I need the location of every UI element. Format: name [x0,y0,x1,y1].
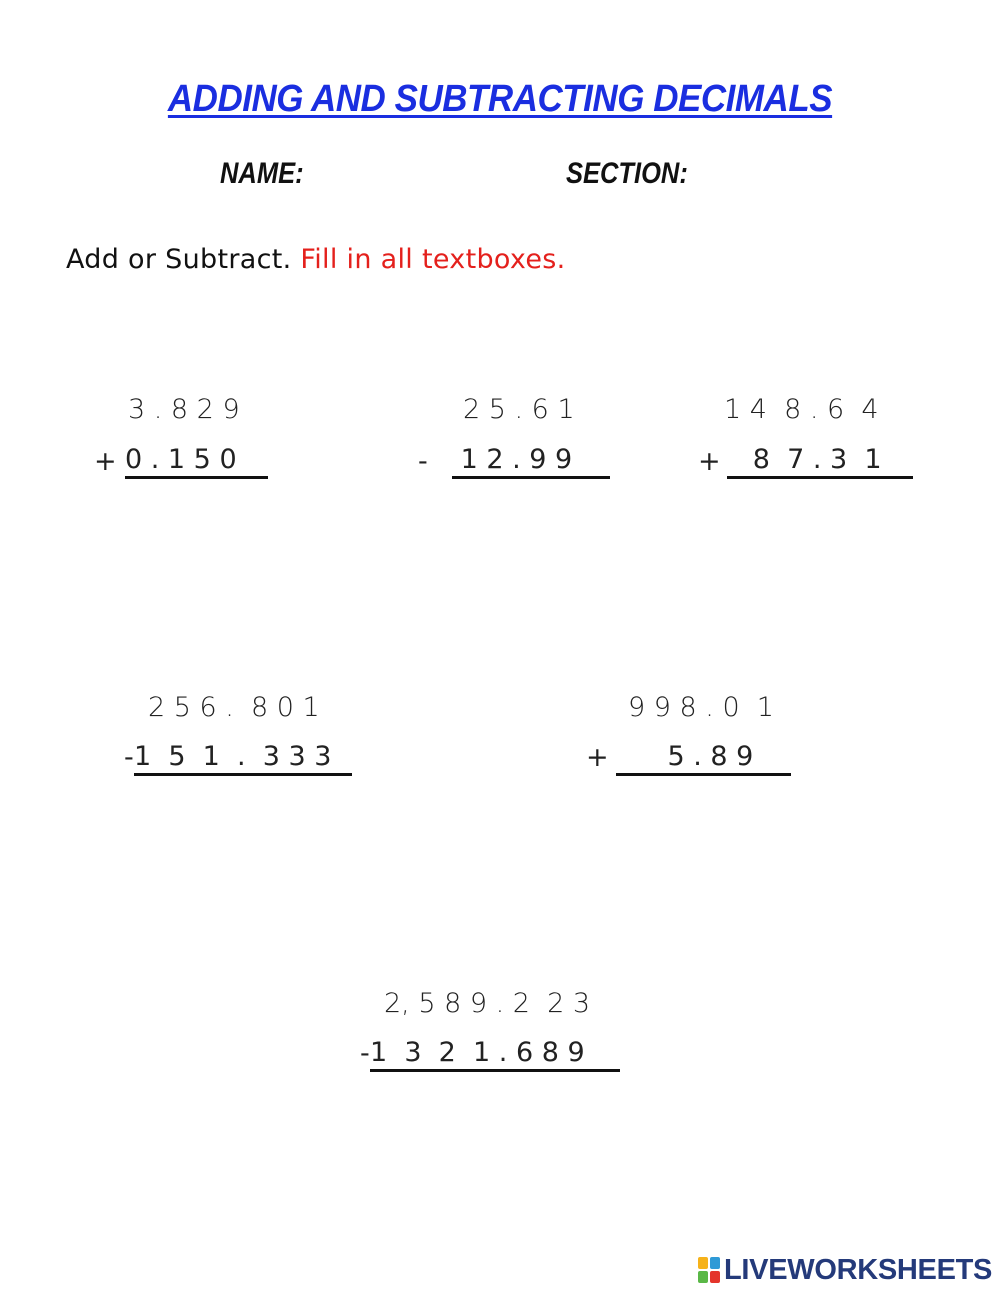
logo-text: LIVEWORKSHEETS [724,1253,993,1286]
problem-1-top: 3 . 8 2 9 [128,394,240,425]
problem-4-top: 2 5 6 . 8 0 1 [148,692,320,723]
liveworksheets-logo-icon [698,1257,720,1283]
problem-2-bottom: 1 2 . 9 9 [452,444,610,479]
liveworksheets-logo [698,1252,992,1288]
problem-6-bottom: 1 3 2 1 . 6 8 9 [370,1037,620,1072]
problem-6-operator: - [360,1038,370,1069]
problem-3-bottom: 8 7 . 3 1 [727,444,913,479]
problem-3-top: 1 4 8 . 6 4 [724,394,879,425]
problem-6-top: 2, 5 8 9 . 2 2 3 [384,988,591,1019]
instructions-text: Add or Subtract. [66,244,301,275]
problem-1-bottom: 0 . 1 5 0 [125,444,268,479]
page-title: ADDING AND SUBTRACTING DECIMALS [167,78,833,120]
problem-2-operator: - [418,446,428,477]
problem-2-top: 2 5 . 6 1 [463,394,575,425]
problem-5-bottom: 5 . 8 9 [616,741,791,776]
problem-5-top: 9 9 8 . 0 1 [628,692,774,723]
name-label: NAME: [220,157,304,190]
problem-4-bottom: 1 5 1 . 3 3 3 [134,741,352,776]
instructions [66,244,566,275]
problem-5-operator: + [586,742,609,773]
problem-4-operator: - [124,742,134,773]
instructions-highlight: Fill in all textboxes. [300,244,566,275]
problem-1-operator: + [94,446,117,477]
section-label: SECTION: [566,157,688,190]
problem-3-operator: + [698,446,721,477]
